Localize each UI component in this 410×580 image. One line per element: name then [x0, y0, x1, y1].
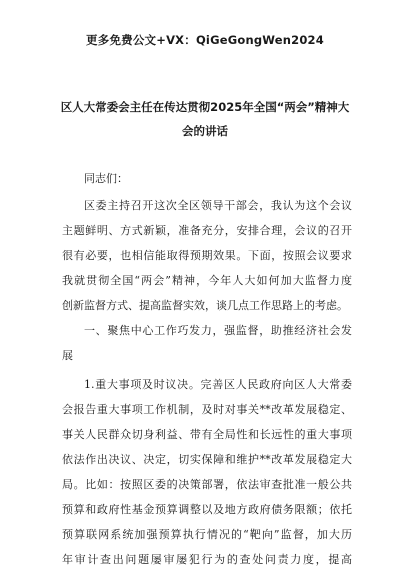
body-line: 局。比如：按照区委的决策部署，依法审查批准一般公共 [62, 478, 352, 491]
body-line: 主题鲜明、方式新颖，准备充分，安排合理，会议的召开 [62, 224, 352, 237]
greeting: 同志们： [84, 172, 128, 185]
body-line: 依法作出决议、决定，切实保障和维护**改革发展稳定大 [62, 453, 352, 466]
body-line: 年审计查出问题屡审屡犯行为的查处问责力度，提高 [62, 553, 352, 566]
body-line: 创新监督方式、提高监督实效，谈几点工作思路上的考虑。 [62, 299, 348, 312]
document-title-line-1: 区人大常委会主任在传达贯彻2025年全国“两会”精神大 [60, 100, 350, 114]
body-line: 很有必要，也相信能取得预期效果。下面，按照会议要求 [62, 249, 352, 262]
body-line: 我就贯彻全国“两会”精神，今年人大如何加大监督力度 [62, 274, 352, 287]
header-banner: 更多免费公文+VX：QiGeGongWen2024 [86, 33, 324, 47]
body-line: 预算联网系统加强预算执行情况的“靶向”监督，加大历 [62, 528, 352, 541]
section-heading: 一、聚焦中心工作巧发力，强监督，助推经济社会发 [84, 324, 352, 337]
body-line: 区委主持召开这次全区领导干部会，我认为这个会议 [84, 199, 352, 212]
section-heading: 展 [62, 349, 73, 362]
body-line: 事关人民群众切身利益、带有全局性和长远性的重大事项 [62, 428, 352, 441]
body-line: 预算和政府性基金预算调整以及地方政府债务限额；依托 [62, 503, 352, 516]
body-line: 会报告重大事项工作机制，及时对事关**改革发展稳定、 [62, 403, 352, 416]
body-line: 1.重大事项及时议决。完善区人民政府向区人大常委 [84, 378, 352, 391]
document-title-line-2: 会的讲话 [182, 124, 228, 138]
